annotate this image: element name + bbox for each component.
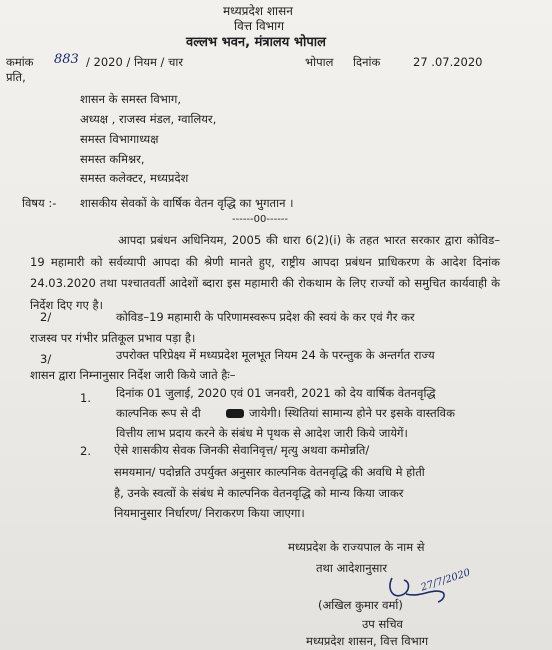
item-1-line-3: वित्तीय लाभ प्रदाय करने के संबंध मे पृथक से आदेश जारी किये जायेगें। [116, 426, 408, 440]
item-1-number: 1. [80, 391, 91, 405]
paragraph-2-line-1: कोविड–19 महामारी के परिणामस्वरूप प्रदेश की स्वयं के कर एवं गैर कर [116, 310, 415, 324]
govt-name: मध्यप्रदेश शासन [223, 4, 293, 18]
signature-date: 27/7/2020 [419, 567, 472, 594]
item-1-line-2a: काल्पनिक रूप से दी [116, 406, 201, 420]
divider: ------00------ [232, 214, 289, 225]
reference-code: / 2020 / नियम / चार [86, 55, 184, 69]
recipient-3: समस्त विभागाध्यक्ष [80, 132, 159, 146]
paragraph-2-line-2: राजस्व पर गंभीर प्रतिकूल प्रभाव पड़ा है। [30, 331, 196, 345]
recipient-2: अध्यक्ष , राजस्व मंडल, ग्वालियर, [80, 112, 217, 126]
department-name: वित्त विभाग [234, 19, 284, 33]
item-2-line-4: नियमानुसार निर्धारण/ निराकरण किया जाएगा। [114, 506, 305, 520]
item-2-number: 2. [80, 444, 91, 458]
prati-label: प्रति, [6, 70, 26, 84]
signatory-designation: उप सचिव [362, 617, 403, 631]
recipient-1: शासन के समस्त विभाग, [80, 92, 181, 106]
item-2-line-3: है, उनके स्वत्वों के संबंध मे काल्पनिक वेतनवृद्धि को मान्य किया जाकर [114, 486, 404, 500]
letter-date: 27 .07.2020 [413, 55, 483, 69]
handwritten-number: 883 [54, 52, 79, 67]
paragraph-3-line-2: शासन द्वारा निम्नानुसार निर्देश जारी किये जाते हैः– [30, 368, 236, 382]
item-2-line-2: समयमान/ पदोन्नति उपर्युक्त अनुसार काल्पनिक वेतनवृद्धि की अवधि मे होती [114, 465, 425, 479]
place: भोपाल [305, 55, 334, 69]
item-2-line-1: ऐसे शासकीय सेवक जिनकी सेवानिवृत्त/ मृत्यु अथवा कमोन्नति/ [114, 443, 370, 457]
paragraph-2-number: 2/ [40, 310, 52, 324]
signature-line-1: मध्यप्रदेश के राज्यपाल के नाम से [288, 540, 425, 554]
subject-label: विषय :- [22, 196, 57, 210]
paragraph-1: आपदा प्रबंधन अधिनियम, 2005 की धारा 6(2)(i) के तहत भारत सरकार द्वारा कोविड–19 महामारी को सर्वव्यापी आपदा की श्रेणी मानते हुए, राष्ट्रीय आपदा प्रबंधन प्राधिकरण के आदेश दिनांक 24.03.2020 तथा पश्चातवर्ती आदेशों ब्दारा इस महामारी की रोकथाम के लिए राज्यों को समुचित कार्यवाही के निर्देश दिए गए है। [30, 233, 500, 312]
signatory-name: (अखिल कुमार वर्मा) [318, 598, 403, 612]
ink-blot [226, 409, 244, 418]
kramank-label: कमांक [6, 55, 34, 69]
date-label: दिनांक [353, 55, 381, 69]
paragraph-3-number: 3/ [40, 352, 52, 366]
signatory-office: मध्यप्रदेश शासन, वित्त विभाग [306, 634, 429, 648]
recipient-5: समस्त कलेक्टर, मध्यप्रदेश [80, 171, 189, 185]
paragraph-3-line-1: उपरोक्त परिप्रेक्ष्य में मध्यप्रदेश मूलभूत नियम 24 के परन्तुक के अन्तर्गत राज्य [116, 348, 435, 362]
item-1-line-2b: जायेगी। स्थितियां सामान्य होने पर इसके वास्तविक [249, 406, 455, 420]
item-1-line-1: दिनांक 01 जुलाई, 2020 एवं 01 जनवरी, 2021 को देय वार्षिक वेतनवृद्धि [116, 386, 436, 400]
recipient-4: समस्त कमिश्नर, [80, 152, 145, 166]
office-address: वल्लभ भवन, मंत्रालय भोपाल [186, 35, 326, 50]
signature-line-2: तथा आदेशानुसार [316, 561, 388, 575]
subject-text: शासकीय सेवकों के वार्षिक वेतन वृद्धि का भुगतान । [80, 196, 294, 210]
